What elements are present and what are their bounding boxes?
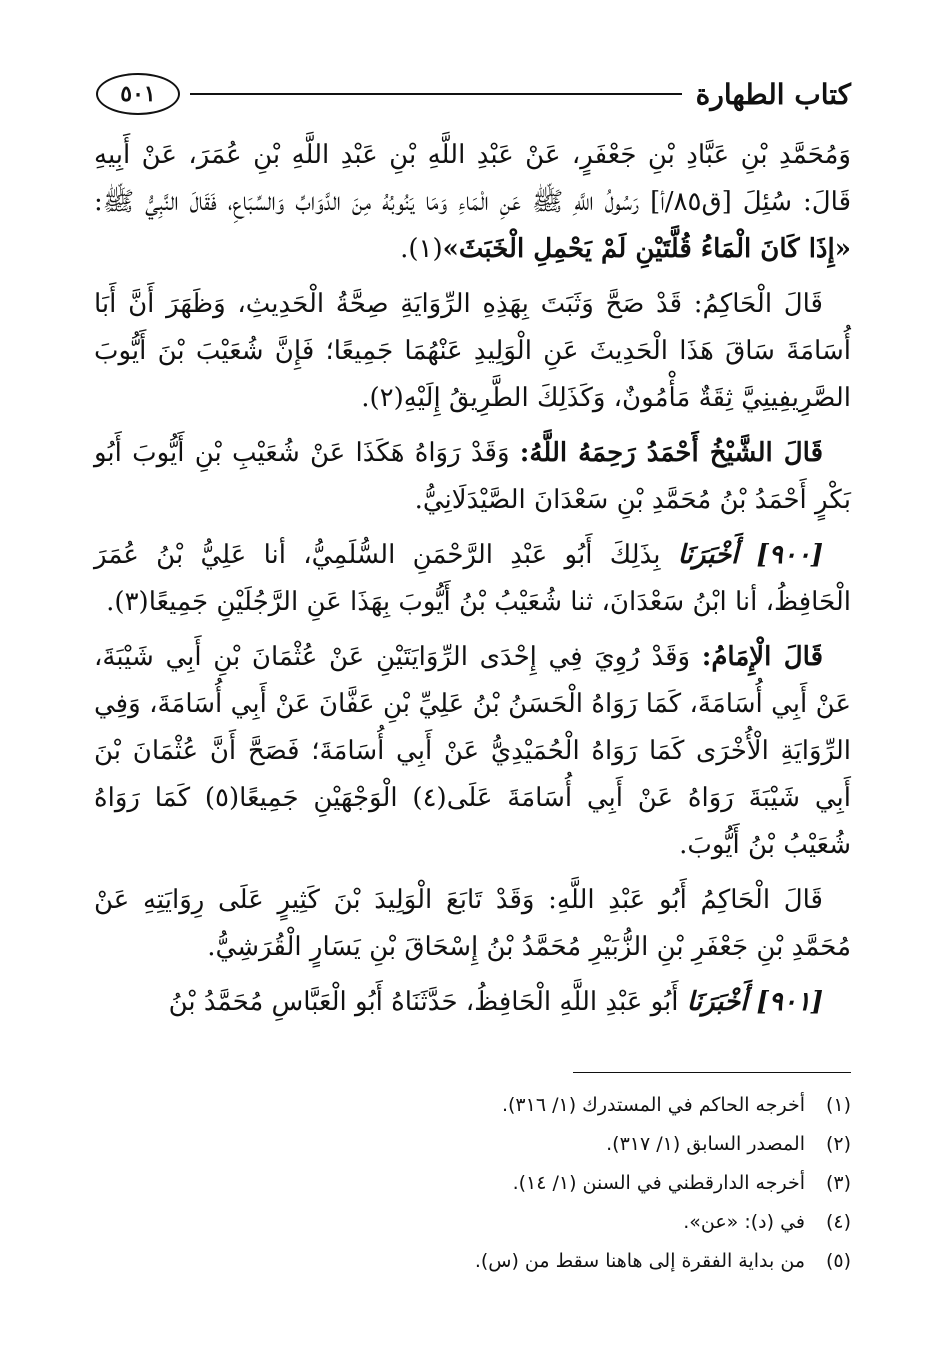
footnote: [96, 1125, 851, 1164]
paragraph-text: قَالَ الْحَاكِمُ أَبُو عَبْدِ اللَّهِ: وَقَدْ تَابَعَ الْوَلِيدَ بْنَ كَثِيرٍ عَلَى رِوَايَتِهِ عَنْ مُحَمَّدِ بْنِ جَعْفَرِ بْنِ الزُّبَيْرِ مُحَمَّدُ بْنُ إِسْحَاقَ بْنِ يَسَارٍ الْقُرَشِيُّ.: [94, 885, 851, 962]
footnote: [96, 1086, 851, 1125]
footnote: [96, 1203, 851, 1242]
footnote: [96, 1164, 851, 1203]
paragraph: [94, 877, 851, 971]
footnote-text: أخرجه الدارقطني في السنن (١/ ١٤).: [512, 1172, 805, 1194]
paragraph: [94, 634, 851, 869]
footnote-rule: [573, 1072, 851, 1073]
header-rule: [190, 93, 682, 95]
footnote-number: (١): [825, 1094, 851, 1116]
page-header: [96, 66, 851, 122]
paragraph: [94, 532, 851, 626]
paragraph-text: قَالَ الْحَاكِمُ: قَدْ صَحَّ وَثَبَتَ بِهَذِهِ الرِّوَايَةِ صِحَّةُ الْحَدِيثِ، وَظَهَرَ أَنَّ أَبَا أُسَامَةَ سَاقَ هَذَا الْحَدِيثَ عَنِ الْوَلِيدِ عَنْهُمَا جَمِيعًا؛ فَإِنَّ شُعَيْبَ بْنَ أَيُّوبَ الصَّرِيفِينِيَّ ثِقَةٌ مَأْمُونٌ، وَكَذَلِكَ الطَّرِيقُ إِلَيْهِ(٢).: [94, 289, 851, 413]
paragraph-text: بِذَلِكَ أَبُو عَبْدِ الرَّحْمَنِ السُّلَمِيُّ، أنا عَلِيُّ بْنُ عُمَرَ الْحَافِظُ، أنا ابْنُ سَعْدَانَ، ثنا شُعَيْبُ بْنُ أَيُّوبَ بِهَذَا عَنِ الرَّجُلَيْنِ جَمِيعًا(٣).: [94, 540, 851, 617]
paragraph: [94, 281, 851, 422]
paragraph-text: وَقَدْ رُوِيَ فِي إِحْدَى الرِّوَايَتَيْنِ عَنْ عُثْمَانَ بْنِ أَبِي شَيْبَةَ، عَنْ أَبِي أُسَامَةَ، كَمَا رَوَاهُ الْحَسَنُ بْنُ عَلِيِّ بْنِ عَفَّانَ عَنْ أَبِي أُسَامَةَ، وَفِي الرِّوَايَةِ الْأُخْرَى كَمَا رَوَاهُ الْحُمَيْدِيُّ عَنْ أَبِي أُسَامَةَ؛ فَصَحَّ أَنَّ عُثْمَانَ بْنَ أَبِي شَيْبَةَ رَوَاهُ عَنْ أَبِي أُسَامَةَ عَلَى(٤) الْوَجْهَيْنِ جَمِيعًا(٥) كَمَا رَوَاهُ شُعَيْبُ بْنُ أَيُّوبَ.: [94, 642, 851, 860]
footnote-number: (٢): [825, 1133, 851, 1155]
hadith-quote: «إِذَا كَانَ الْمَاءُ قُلَّتَيْنِ لَمْ يَحْمِلِ الْخَبَثَ»: [442, 234, 851, 264]
footnote-number: (٥): [825, 1250, 851, 1272]
footnote: [96, 1242, 851, 1281]
speaker-lead: قَالَ الشَّيْخُ أَحْمَدُ رَحِمَهُ اللَّهُ:: [519, 438, 823, 468]
hadith-number-lead: [٩٠١] أَخْبَرَنَا: [686, 987, 823, 1017]
running-title: كتاب الطهارة: [695, 77, 851, 111]
footnote-ref: (١).: [400, 234, 443, 264]
page-number: ٥٠١: [96, 73, 180, 115]
footnote-text: أخرجه الحاكم في المستدرك (١/ ٣١٦).: [501, 1094, 805, 1116]
footnote-number: (٤): [825, 1211, 851, 1233]
speaker-lead: قَالَ الْإِمَامُ:: [701, 642, 823, 672]
footnote-text: المصدر السابق (١/ ٣١٧).: [606, 1133, 805, 1155]
paragraph: [94, 430, 851, 524]
footnote-text: من بداية الفقرة إلى هاهنا سقط من (س).: [474, 1250, 805, 1272]
footnote-number: (٣): [825, 1172, 851, 1194]
footnote-text: في (د): «عن».: [683, 1211, 805, 1233]
footnotes: [96, 1086, 851, 1281]
paragraph-text: وَمُحَمَّدِ بْنِ عَبَّادِ بْنِ جَعْفَرٍ، عَنْ عَبْدِ اللَّهِ بْنِ عَبْدِ اللَّهِ بْنِ عُمَرَ، عَنْ أَبِيهِ قَالَ: سُئِلَ [ق٨٥/أ] رَسُولُ اللَّهِ ﷺ عَنِ الْمَاءِ وَمَا يَنُوبُهُ مِنَ الدَّوَابِّ وَالسِّبَاعِ، فَقَالَ النَّبِيُّ ﷺ:: [94, 140, 852, 217]
body-text: [94, 132, 851, 1034]
paragraph-text: وَقَدْ رَوَاهُ هَكَذَا عَنْ شُعَيْبِ بْنِ أَيُّوبَ أَبُو بَكْرٍ أَحْمَدُ بْنُ مُحَمَّدِ بْنِ سَعْدَانَ الصَّيْدَلَانِيُّ.: [94, 438, 851, 515]
paragraph: [94, 132, 851, 273]
paragraph-text: أَبُو عَبْدِ اللَّهِ الْحَافِظُ، حَدَّثَنَاهُ أَبُو الْعَبَّاسِ مُحَمَّدُ بْنُ: [168, 987, 687, 1017]
hadith-number-lead: [٩٠٠] أَخْبَرَنَا: [677, 540, 823, 570]
paragraph: [94, 979, 851, 1026]
